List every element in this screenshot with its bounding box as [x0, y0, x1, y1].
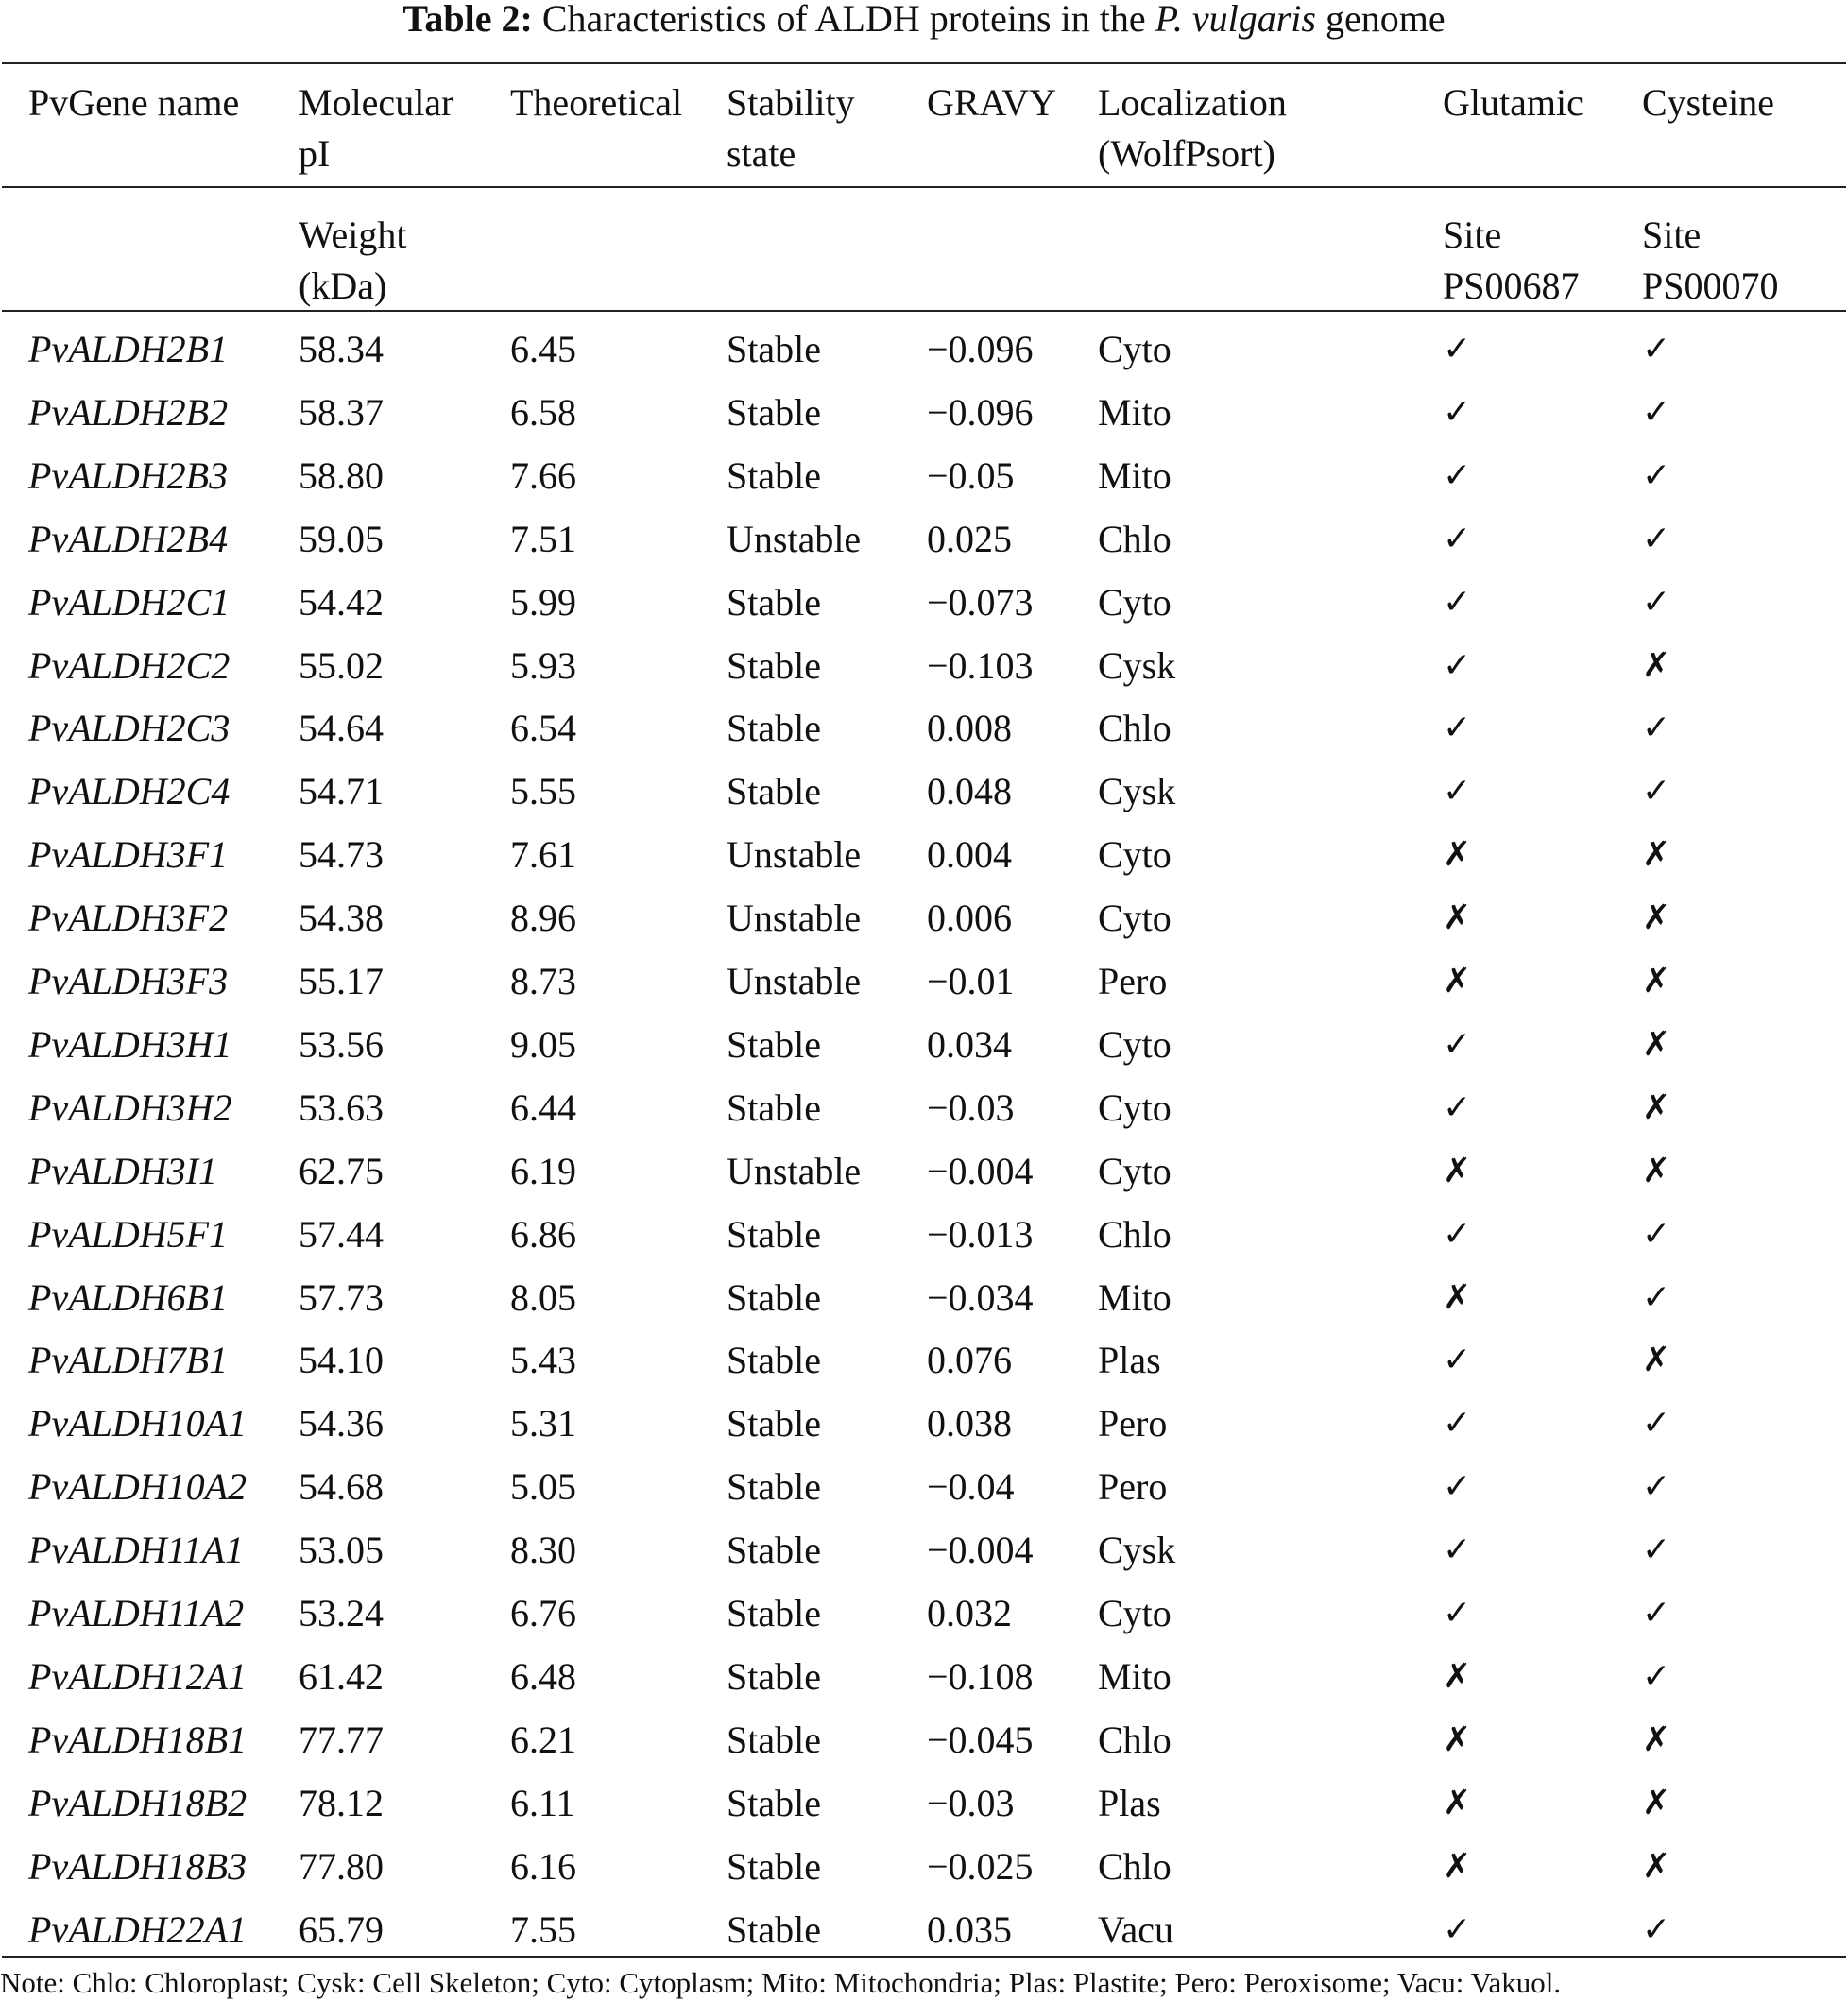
header-molecular-weight-line1: Weight [299, 214, 407, 256]
gravy-cell: 0.032 [927, 1592, 1012, 1634]
gene-name-cell: PvALDH18B3 [28, 1845, 248, 1888]
stability-state-cell: Unstable [727, 1150, 862, 1192]
cysteine-site-mark: ✗ [1642, 1341, 1671, 1379]
localization-cell: Pero [1098, 1402, 1168, 1445]
glutamic-site-mark: ✓ [1443, 330, 1472, 368]
cysteine-site-mark: ✓ [1642, 456, 1671, 495]
header-localization-line2: (WolfPsort) [1098, 132, 1275, 175]
header-gravy-line1: GRAVY [927, 81, 1057, 124]
theoretical-pi-cell: 6.48 [510, 1655, 576, 1698]
table-title [0, 0, 1848, 42]
localization-cell: Pero [1098, 960, 1168, 1002]
gene-name-cell: PvALDH5F1 [28, 1213, 229, 1256]
title-text: Characteristics of ALDH proteins in the [541, 0, 1146, 40]
stability-state-cell: Stable [727, 1592, 821, 1634]
table-note: Note: Chlo: Chloroplast; Cysk: Cell Skeleton; Cyto: Cytoplasm; Mito: Mitochondria; Plas: Plastite; Pero: Peroxisome; Vacu: Vakuol. [0, 1966, 1562, 1999]
glutamic-site-mark: ✓ [1443, 1341, 1472, 1379]
cysteine-site-mark: ✓ [1642, 1278, 1671, 1317]
cysteine-site-mark: ✗ [1642, 898, 1671, 937]
stability-state-cell: Stable [727, 391, 821, 434]
cysteine-site-mark: ✗ [1642, 1847, 1671, 1886]
theoretical-pi-cell: 6.21 [510, 1719, 576, 1761]
header-rule [2, 186, 1846, 188]
molecular-weight-cell: 77.77 [299, 1719, 384, 1761]
cysteine-site-mark: ✗ [1642, 1784, 1671, 1822]
localization-cell: Cyto [1098, 1086, 1172, 1129]
stability-state-cell: Unstable [727, 833, 862, 876]
gene-name-cell: PvALDH2C4 [28, 770, 231, 812]
molecular-weight-cell: 54.10 [299, 1339, 384, 1381]
glutamic-site-mark: ✓ [1443, 1404, 1472, 1443]
glutamic-site-mark: ✓ [1443, 1467, 1472, 1506]
glutamic-site-mark: ✓ [1443, 709, 1472, 747]
top-rule [2, 62, 1846, 64]
localization-cell: Cyto [1098, 897, 1172, 939]
localization-cell: Mito [1098, 1655, 1172, 1698]
title-species: P. vulgaris [1155, 0, 1316, 40]
header-glutamic-site-line1: Glutamic [1443, 81, 1583, 124]
gene-name-cell: PvALDH2B2 [28, 391, 229, 434]
gravy-cell: 0.038 [927, 1402, 1012, 1445]
molecular-weight-cell: 57.44 [299, 1213, 384, 1256]
glutamic-site-mark: ✓ [1443, 1910, 1472, 1949]
cysteine-site-mark: ✓ [1642, 393, 1671, 432]
gene-name-cell: PvALDH2B4 [28, 518, 229, 560]
gravy-cell: −0.013 [927, 1213, 1034, 1256]
theoretical-pi-cell: 5.99 [510, 581, 576, 624]
stability-state-cell: Stable [727, 1023, 821, 1066]
theoretical-pi-cell: 6.16 [510, 1845, 576, 1888]
glutamic-site-mark: ✓ [1443, 583, 1472, 622]
gene-name-cell: PvALDH3I1 [28, 1150, 217, 1192]
glutamic-site-mark: ✗ [1443, 1152, 1472, 1190]
localization-cell: Plas [1098, 1339, 1161, 1381]
header-gene-name-line1: PvGene name [28, 81, 240, 124]
stability-state-cell: Stable [727, 1213, 821, 1256]
gene-name-cell: PvALDH11A2 [28, 1592, 245, 1634]
theoretical-pi-cell: 6.45 [510, 328, 576, 370]
gravy-cell: 0.004 [927, 833, 1012, 876]
cysteine-site-mark: ✗ [1642, 1088, 1671, 1127]
molecular-weight-cell: 78.12 [299, 1782, 384, 1824]
gene-name-cell: PvALDH3F1 [28, 833, 229, 876]
theoretical-pi-cell: 6.19 [510, 1150, 576, 1192]
cysteine-site-mark: ✗ [1642, 646, 1671, 685]
cysteine-site-mark: ✓ [1642, 1531, 1671, 1569]
localization-cell: Cyto [1098, 1150, 1172, 1192]
stability-state-cell: Unstable [727, 518, 862, 560]
stability-state-cell: Stable [727, 707, 821, 749]
theoretical-pi-cell: 5.43 [510, 1339, 576, 1381]
cysteine-site-mark: ✗ [1642, 1152, 1671, 1190]
theoretical-pi-cell: 6.58 [510, 391, 576, 434]
theoretical-pi-cell: 8.73 [510, 960, 576, 1002]
stability-state-cell: Unstable [727, 897, 862, 939]
molecular-weight-cell: 54.38 [299, 897, 384, 939]
theoretical-pi-cell: 5.55 [510, 770, 576, 812]
molecular-weight-cell: 54.68 [299, 1465, 384, 1508]
gene-name-cell: PvALDH10A1 [28, 1402, 248, 1445]
cysteine-site-mark: ✓ [1642, 583, 1671, 622]
cysteine-site-mark: ✓ [1642, 330, 1671, 368]
theoretical-pi-cell: 9.05 [510, 1023, 576, 1066]
cysteine-site-mark: ✓ [1642, 772, 1671, 811]
gravy-cell: −0.103 [927, 644, 1034, 687]
gene-name-cell: PvALDH3F2 [28, 897, 229, 939]
gene-name-cell: PvALDH2C3 [28, 707, 231, 749]
molecular-weight-cell: 53.24 [299, 1592, 384, 1634]
gravy-cell: 0.076 [927, 1339, 1012, 1381]
cysteine-site-mark: ✗ [1642, 962, 1671, 1000]
bottom-rule [2, 1956, 1846, 1958]
molecular-weight-cell: 57.73 [299, 1276, 384, 1319]
glutamic-site-mark: ✗ [1443, 962, 1472, 1000]
header-localization-line1: Localization [1098, 81, 1287, 124]
gravy-cell: −0.045 [927, 1719, 1034, 1761]
localization-cell: Cysk [1098, 644, 1176, 687]
glutamic-site-mark: ✗ [1443, 1847, 1472, 1886]
gene-name-cell: PvALDH3F3 [28, 960, 229, 1002]
molecular-weight-cell: 62.75 [299, 1150, 384, 1192]
molecular-weight-cell: 53.56 [299, 1023, 384, 1066]
glutamic-site-mark: ✗ [1443, 835, 1472, 874]
stability-state-cell: Stable [727, 1339, 821, 1381]
gravy-cell: −0.04 [927, 1465, 1015, 1508]
header-molecular-weight-line2: pI [299, 132, 331, 175]
gene-name-cell: PvALDH2B1 [28, 328, 229, 370]
gene-name-cell: PvALDH22A1 [28, 1908, 248, 1951]
localization-cell: Chlo [1098, 1845, 1172, 1888]
gravy-cell: 0.035 [927, 1908, 1012, 1951]
gravy-cell: −0.034 [927, 1276, 1034, 1319]
cysteine-site-mark: ✓ [1642, 1594, 1671, 1633]
gravy-cell: 0.034 [927, 1023, 1012, 1066]
glutamic-site-mark: ✗ [1443, 1278, 1472, 1317]
gravy-cell: −0.108 [927, 1655, 1034, 1698]
molecular-weight-cell: 54.36 [299, 1402, 384, 1445]
gravy-cell: −0.01 [927, 960, 1015, 1002]
molecular-weight-cell: 55.02 [299, 644, 384, 687]
localization-cell: Chlo [1098, 707, 1172, 749]
gene-name-cell: PvALDH10A2 [28, 1465, 248, 1508]
gravy-cell: −0.03 [927, 1086, 1015, 1129]
stability-state-cell: Unstable [727, 960, 862, 1002]
stability-state-cell: Stable [727, 328, 821, 370]
gene-name-cell: PvALDH7B1 [28, 1339, 229, 1381]
theoretical-pi-cell: 5.93 [510, 644, 576, 687]
gene-name-cell: PvALDH6B1 [28, 1276, 229, 1319]
theoretical-pi-cell: 6.11 [510, 1782, 575, 1824]
gravy-cell: −0.004 [927, 1150, 1034, 1192]
stability-state-cell: Stable [727, 1655, 821, 1698]
theoretical-pi-cell: 7.66 [510, 454, 576, 497]
molecular-weight-cell: 53.63 [299, 1086, 384, 1129]
theoretical-pi-cell: 8.96 [510, 897, 576, 939]
localization-cell: Pero [1098, 1465, 1168, 1508]
stability-state-cell: Stable [727, 1086, 821, 1129]
theoretical-pi-cell: 5.05 [510, 1465, 576, 1508]
glutamic-site-mark: ✓ [1443, 1088, 1472, 1127]
molecular-weight-cell: 77.80 [299, 1845, 384, 1888]
molecular-weight-cell: 58.34 [299, 328, 384, 370]
cysteine-site-mark: ✓ [1642, 1467, 1671, 1506]
gravy-cell: −0.073 [927, 581, 1034, 624]
theoretical-pi-cell: 8.30 [510, 1529, 576, 1571]
cysteine-site-mark: ✓ [1642, 1404, 1671, 1443]
header-cysteine-site-line2: PS00070 [1642, 265, 1779, 307]
glutamic-site-mark: ✓ [1443, 1531, 1472, 1569]
molecular-weight-cell: 58.80 [299, 454, 384, 497]
stability-state-cell: Stable [727, 1276, 821, 1319]
gene-name-cell: PvALDH12A1 [28, 1655, 248, 1698]
localization-cell: Cyto [1098, 833, 1172, 876]
glutamic-site-mark: ✓ [1443, 520, 1472, 558]
localization-cell: Chlo [1098, 1213, 1172, 1256]
stability-state-cell: Stable [727, 1719, 821, 1761]
gene-name-cell: PvALDH3H2 [28, 1086, 232, 1129]
molecular-weight-cell: 54.42 [299, 581, 384, 624]
localization-cell: Cyto [1098, 1592, 1172, 1634]
gravy-cell: −0.03 [927, 1782, 1015, 1824]
glutamic-site-mark: ✓ [1443, 646, 1472, 685]
molecular-weight-cell: 53.05 [299, 1529, 384, 1571]
localization-cell: Chlo [1098, 1719, 1172, 1761]
theoretical-pi-cell: 7.55 [510, 1908, 576, 1951]
stability-state-cell: Stable [727, 1402, 821, 1445]
glutamic-site-mark: ✗ [1443, 1784, 1472, 1822]
theoretical-pi-cell: 6.44 [510, 1086, 576, 1129]
theoretical-pi-cell: 6.54 [510, 707, 576, 749]
gravy-cell: −0.096 [927, 391, 1034, 434]
stability-state-cell: Stable [727, 1465, 821, 1508]
header-glutamic-site-line1: Site [1443, 214, 1502, 256]
glutamic-site-mark: ✓ [1443, 1025, 1472, 1064]
gene-name-cell: PvALDH3H1 [28, 1023, 232, 1066]
cysteine-site-mark: ✗ [1642, 1720, 1671, 1759]
molecular-weight-cell: 61.42 [299, 1655, 384, 1698]
gravy-cell: 0.006 [927, 897, 1012, 939]
gene-name-cell: PvALDH2C1 [28, 581, 231, 624]
stability-state-cell: Stable [727, 770, 821, 812]
cysteine-site-mark: ✓ [1642, 1657, 1671, 1696]
molecular-weight-cell: 65.79 [299, 1908, 384, 1951]
localization-cell: Cyto [1098, 581, 1172, 624]
localization-cell: Mito [1098, 454, 1172, 497]
header-stability-state-line1: Stability [727, 81, 855, 124]
header-glutamic-site-line2: PS00687 [1443, 265, 1580, 307]
gene-name-cell: PvALDH11A1 [28, 1529, 245, 1571]
gene-name-cell: PvALDH2C2 [28, 644, 231, 687]
header-cysteine-site-line1: Cysteine [1642, 81, 1774, 124]
localization-cell: Cysk [1098, 1529, 1176, 1571]
cysteine-site-mark: ✗ [1642, 1025, 1671, 1064]
cysteine-site-mark: ✗ [1642, 835, 1671, 874]
cysteine-site-mark: ✓ [1642, 520, 1671, 558]
header-molecular-weight-line1: Molecular [299, 81, 454, 124]
header-stability-state-line2: state [727, 132, 796, 175]
glutamic-site-mark: ✓ [1443, 772, 1472, 811]
gravy-cell: −0.004 [927, 1529, 1034, 1571]
molecular-weight-cell: 54.73 [299, 833, 384, 876]
header-cysteine-site-line1: Site [1642, 214, 1702, 256]
gravy-cell: 0.048 [927, 770, 1012, 812]
theoretical-pi-cell: 7.61 [510, 833, 576, 876]
stability-state-cell: Stable [727, 1908, 821, 1951]
localization-cell: Mito [1098, 391, 1172, 434]
localization-cell: Cyto [1098, 1023, 1172, 1066]
localization-cell: Vacu [1098, 1908, 1173, 1951]
header-theoretical-pi-line1: Theoretical [510, 81, 683, 124]
localization-cell: Plas [1098, 1782, 1161, 1824]
cysteine-site-mark: ✓ [1642, 1215, 1671, 1254]
glutamic-site-mark: ✗ [1443, 1657, 1472, 1696]
gene-name-cell: PvALDH18B2 [28, 1782, 248, 1824]
glutamic-site-mark: ✓ [1443, 393, 1472, 432]
theoretical-pi-cell: 6.86 [510, 1213, 576, 1256]
glutamic-site-mark: ✗ [1443, 1720, 1472, 1759]
title-suffix: genome [1325, 0, 1446, 40]
stability-state-cell: Stable [727, 454, 821, 497]
cysteine-site-mark: ✓ [1642, 1910, 1671, 1949]
molecular-weight-cell: 59.05 [299, 518, 384, 560]
molecular-weight-cell: 54.64 [299, 707, 384, 749]
glutamic-site-mark: ✗ [1443, 898, 1472, 937]
molecular-weight-cell: 54.71 [299, 770, 384, 812]
localization-cell: Mito [1098, 1276, 1172, 1319]
glutamic-site-mark: ✓ [1443, 456, 1472, 495]
gravy-cell: −0.025 [927, 1845, 1034, 1888]
gravy-cell: 0.008 [927, 707, 1012, 749]
gene-name-cell: PvALDH18B1 [28, 1719, 248, 1761]
molecular-weight-cell: 58.37 [299, 391, 384, 434]
table-label: Table 2: [402, 0, 533, 40]
cysteine-site-mark: ✓ [1642, 709, 1671, 747]
theoretical-pi-cell: 6.76 [510, 1592, 576, 1634]
stability-state-cell: Stable [727, 644, 821, 687]
molecular-weight-cell: 55.17 [299, 960, 384, 1002]
gravy-cell: −0.05 [927, 454, 1015, 497]
theoretical-pi-cell: 8.05 [510, 1276, 576, 1319]
gene-name-cell: PvALDH2B3 [28, 454, 229, 497]
stability-state-cell: Stable [727, 1782, 821, 1824]
theoretical-pi-cell: 7.51 [510, 518, 576, 560]
gravy-cell: 0.025 [927, 518, 1012, 560]
glutamic-site-mark: ✓ [1443, 1594, 1472, 1633]
localization-cell: Cysk [1098, 770, 1176, 812]
gravy-cell: −0.096 [927, 328, 1034, 370]
header-molecular-weight-line2: (kDa) [299, 265, 387, 307]
stability-state-cell: Stable [727, 1845, 821, 1888]
stability-state-cell: Stable [727, 581, 821, 624]
localization-cell: Chlo [1098, 518, 1172, 560]
glutamic-site-mark: ✓ [1443, 1215, 1472, 1254]
localization-cell: Cyto [1098, 328, 1172, 370]
theoretical-pi-cell: 5.31 [510, 1402, 576, 1445]
stability-state-cell: Stable [727, 1529, 821, 1571]
